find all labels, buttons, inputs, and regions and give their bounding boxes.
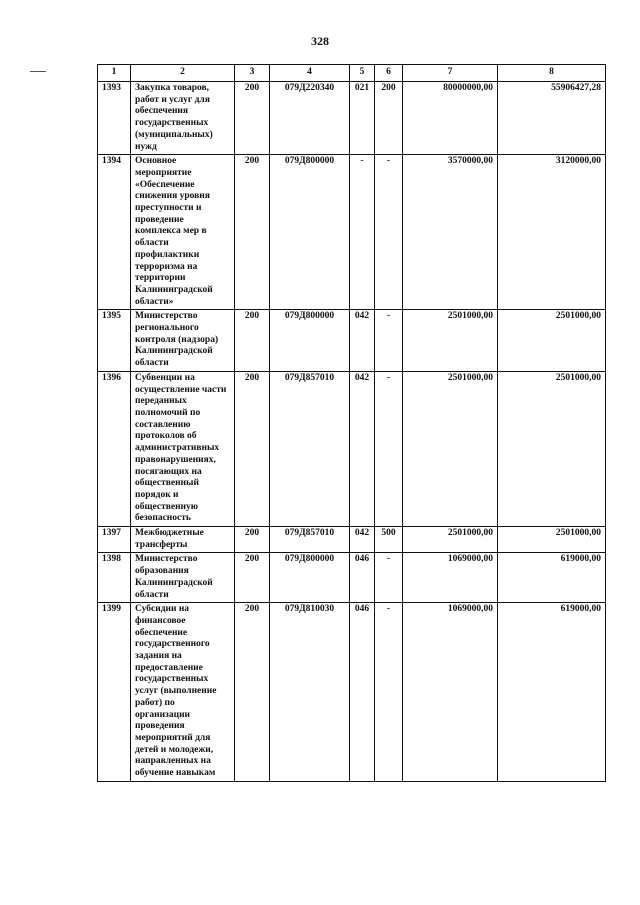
row-amount-8: 55906427,28 <box>498 82 606 155</box>
row-code-3: 200 <box>235 82 270 155</box>
row-amount-7: 80000000,00 <box>403 82 498 155</box>
row-code-3: 200 <box>235 603 270 782</box>
row-amount-8: 619000,00 <box>498 603 606 782</box>
row-name: Закупка товаров, работ и услуг для обеспечения государственных (муниципальных) нужд <box>131 82 235 155</box>
row-number: 1397 <box>98 527 131 553</box>
row-code-5: 046 <box>350 553 375 603</box>
row-number: 1395 <box>98 310 131 372</box>
column-header-1: 1 <box>98 65 131 82</box>
row-number: 1396 <box>98 371 131 526</box>
row-amount-8: 3120000,00 <box>498 155 606 310</box>
row-code-6: - <box>375 371 403 526</box>
scan-mark <box>30 71 46 72</box>
row-code-3: 200 <box>235 310 270 372</box>
row-name: Субвенции на осуществление части переданных полномочий по составлению протоколов об административных правонарушениях, посягающих на общественный порядок и общественную безопасность <box>131 371 235 526</box>
row-code-5: 046 <box>350 603 375 782</box>
table-row <box>98 553 606 603</box>
row-number: 1393 <box>98 82 131 155</box>
row-code-4: 079Д800000 <box>270 553 350 603</box>
row-code-5: 021 <box>350 82 375 155</box>
row-code-6: - <box>375 553 403 603</box>
row-code-5: 042 <box>350 310 375 372</box>
table-row <box>98 310 606 372</box>
row-code-6: 500 <box>375 527 403 553</box>
row-code-3: 200 <box>235 527 270 553</box>
row-amount-7: 2501000,00 <box>403 371 498 526</box>
page-number: 328 <box>311 34 329 48</box>
row-amount-8: 2501000,00 <box>498 371 606 526</box>
row-amount-7: 1069000,00 <box>403 603 498 782</box>
row-number: 1399 <box>98 603 131 782</box>
row-code-4: 079Д800000 <box>270 155 350 310</box>
column-header-7: 7 <box>403 65 498 82</box>
table-row <box>98 527 606 553</box>
row-code-5: 042 <box>350 371 375 526</box>
row-number: 1394 <box>98 155 131 310</box>
table-row <box>98 603 606 782</box>
row-code-4: 079Д800000 <box>270 310 350 372</box>
column-header-5: 5 <box>350 65 375 82</box>
row-name: Министерство образования Калининградской области <box>131 553 235 603</box>
row-name: Субсидии на финансовое обеспечение государственного задания на предоставление государственных услуг (выполнение работ) по организации проведения мероприятий для детей и молодежи, направленных на обучение навыкам <box>131 603 235 782</box>
table-row <box>98 371 606 526</box>
row-code-6: - <box>375 603 403 782</box>
row-code-3: 200 <box>235 371 270 526</box>
row-name: Основное мероприятие «Обеспечение снижения уровня преступности и проведение комплекса мер в области профилактики терроризма на территории Калининградской области» <box>131 155 235 310</box>
row-code-4: 079Д857010 <box>270 371 350 526</box>
budget-table <box>97 64 606 782</box>
row-amount-7: 2501000,00 <box>403 527 498 553</box>
row-amount-7: 2501000,00 <box>403 310 498 372</box>
table-row <box>98 155 606 310</box>
column-header-8: 8 <box>498 65 606 82</box>
row-amount-8: 2501000,00 <box>498 310 606 372</box>
table-row <box>98 82 606 155</box>
row-name: Межбюджетные трансферты <box>131 527 235 553</box>
column-header-4: 4 <box>270 65 350 82</box>
row-code-3: 200 <box>235 553 270 603</box>
row-code-5: - <box>350 155 375 310</box>
row-code-4: 079Д810030 <box>270 603 350 782</box>
row-amount-8: 2501000,00 <box>498 527 606 553</box>
column-header-3: 3 <box>235 65 270 82</box>
row-code-6: - <box>375 155 403 310</box>
row-code-3: 200 <box>235 155 270 310</box>
row-amount-8: 619000,00 <box>498 553 606 603</box>
row-code-4: 079Д220340 <box>270 82 350 155</box>
row-number: 1398 <box>98 553 131 603</box>
row-code-4: 079Д857010 <box>270 527 350 553</box>
row-name: Министерство регионального контроля (надзора) Калининградской области <box>131 310 235 372</box>
column-header-6: 6 <box>375 65 403 82</box>
column-header-2: 2 <box>131 65 235 82</box>
header-row <box>98 65 606 82</box>
row-amount-7: 3570000,00 <box>403 155 498 310</box>
row-amount-7: 1069000,00 <box>403 553 498 603</box>
row-code-6: - <box>375 310 403 372</box>
row-code-5: 042 <box>350 527 375 553</box>
row-code-6: 200 <box>375 82 403 155</box>
